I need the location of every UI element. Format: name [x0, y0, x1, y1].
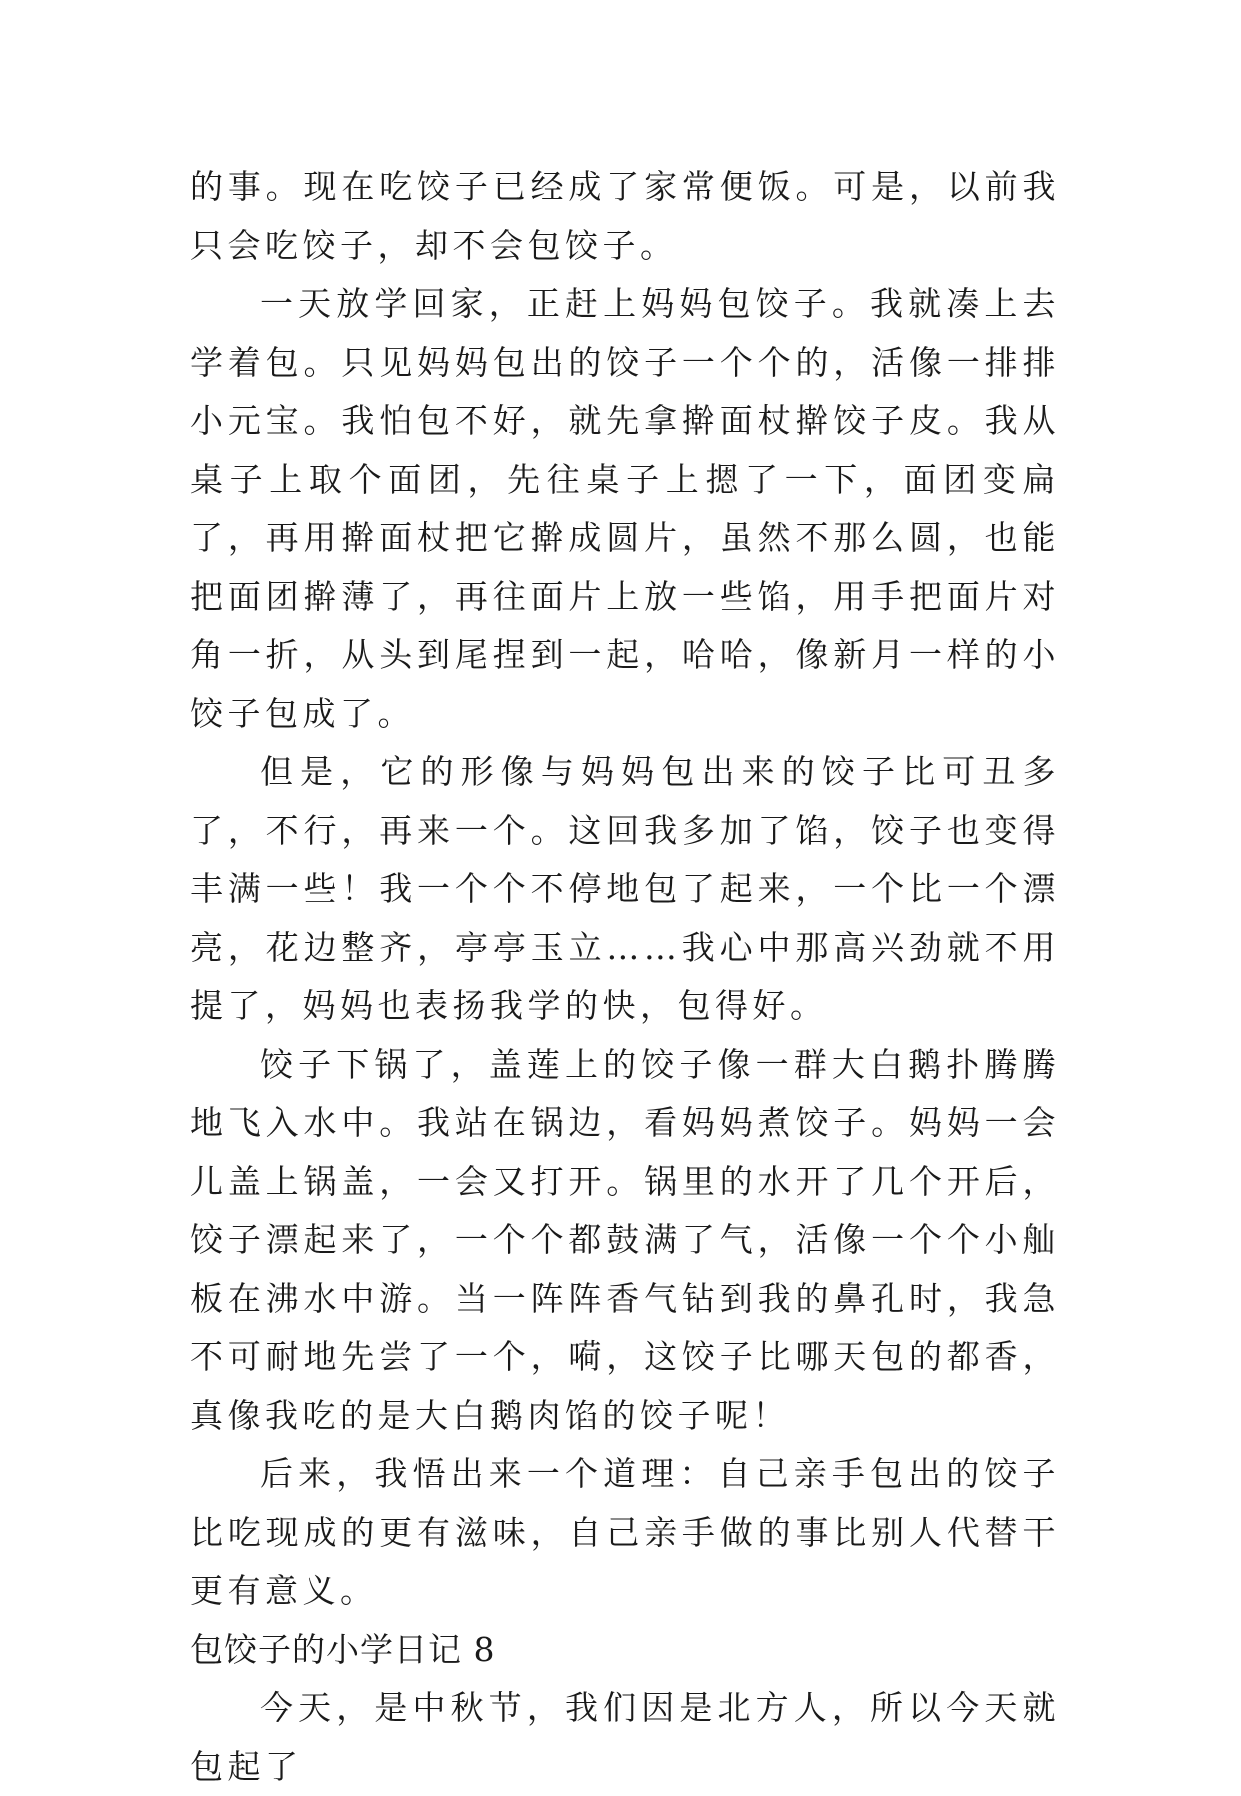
paragraph-4: 饺子下锅了，盖莲上的饺子像一群大白鹅扑腾腾地飞入水中。我站在锅边，看妈妈煮饺子。妈妈一会儿盖上锅盖，一会又打开。锅里的水开了几个开后，饺子漂起来了，一个个都鼓满了气，活像一个个小舢板在沸水中游。当一阵阵香气钻到我的鼻孔时，我急不可耐地先尝了一个，嗬，这饺子比哪天包的都香，真像我吃的是大白鹅肉馅的饺子呢！ — [190, 1044, 1060, 1435]
section-heading: 包饺子的小学日记 8 — [190, 1629, 496, 1669]
paragraph-6: 今天，是中秋节，我们因是北方人，所以今天就包起了 — [190, 1688, 1060, 1786]
paragraph-5: 后来，我悟出来一个道理：自己亲手包出的饺子比吃现成的更有滋味，自己亲手做的事比别人代替干更有意义。 — [190, 1454, 1060, 1610]
document-body — [190, 158, 1060, 1796]
paragraph-2: 一天放学回家，正赶上妈妈包饺子。我就凑上去学着包。只见妈妈包出的饺子一个个的，活像一排排小元宝。我怕包不好，就先拿擀面杖擀饺子皮。我从桌子上取个面团，先往桌子上摁了一下，面团变扁了，再用擀面杖把它擀成圆片，虽然不那么圆，也能把面团擀薄了，再往面片上放一些馅，用手把面片对角一折，从头到尾捏到一起，哈哈，像新月一样的小饺子包成了。 — [190, 284, 1060, 733]
paragraph-3: 但是，它的形像与妈妈包出来的饺子比可丑多了，不行，再来一个。这回我多加了馅，饺子也变得丰满一些！我一个个不停地包了起来，一个比一个漂亮，花边整齐，亭亭玉立……我心中那高兴劲就不用提了，妈妈也表扬我学的快，包得好。 — [190, 752, 1060, 1025]
paragraph-1: 的事。现在吃饺子已经成了家常便饭。可是，以前我只会吃饺子，却不会包饺子。 — [190, 167, 1060, 265]
